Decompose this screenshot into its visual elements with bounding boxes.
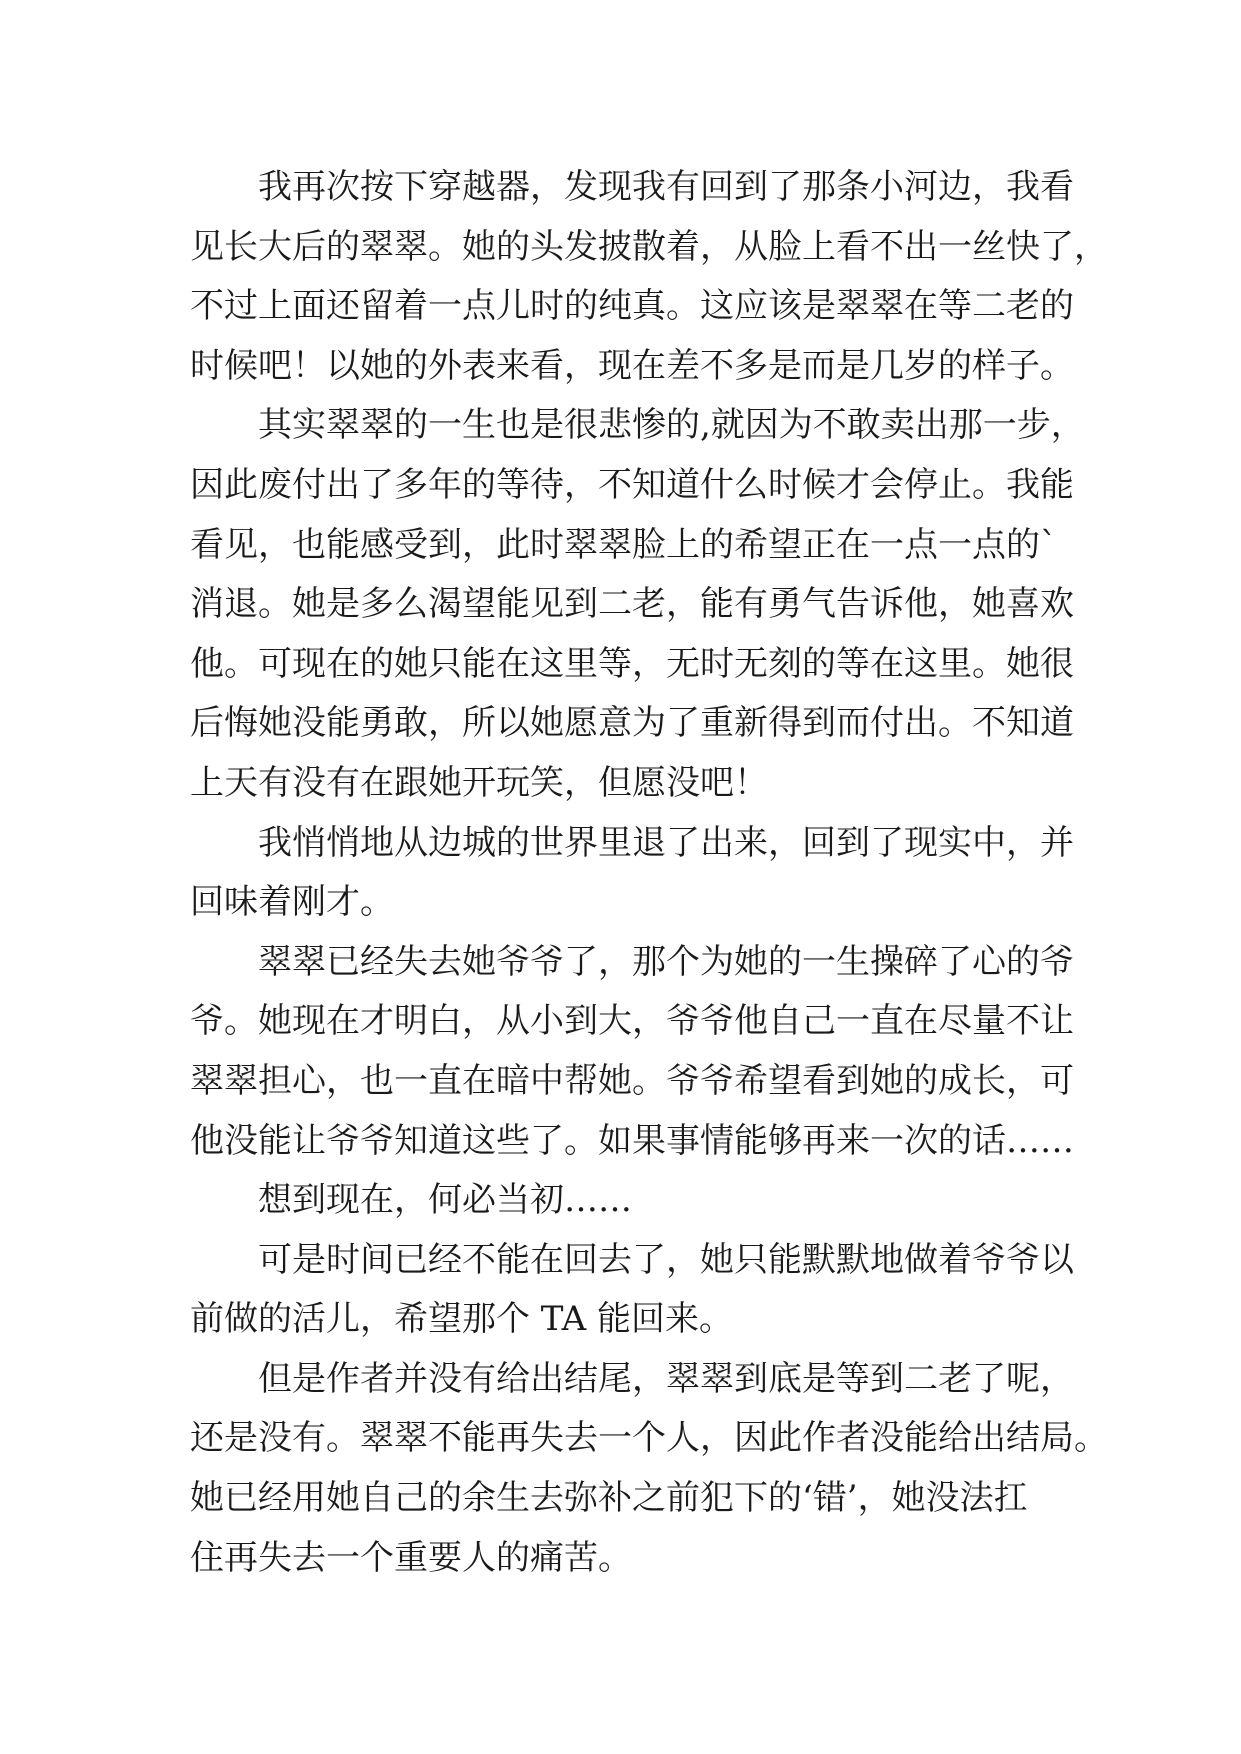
text-line: 因此废付出了多年的等待，不知道什么时候才会停止。我能 (190, 464, 1074, 505)
text-line: 消退。她是多么渴望能见到二老，能有勇气告诉他，她喜欢 (190, 584, 1074, 625)
text-line: 回味着刚才。 (190, 882, 394, 923)
paragraph (190, 158, 1108, 396)
text-line: 时候吧！以她的外表来看，现在差不多是而是几岁的样子。 (190, 345, 1074, 386)
text-line: 见长大后的翠翠。她的头发披散着，从脸上看不出一丝快了， (190, 226, 1108, 267)
paragraph (190, 814, 1074, 933)
text-line: 但是作者并没有给出结尾，翠翠到底是等到二老了呢， (258, 1358, 1074, 1399)
document-body (190, 158, 1108, 1588)
paragraph (190, 933, 1074, 1171)
text-line: 可是时间已经不能在回去了，她只能默默地做着爷爷以 (258, 1239, 1074, 1280)
text-line: 翠翠担心，也一直在暗中帮她。爷爷希望看到她的成长，可 (190, 1060, 1074, 1101)
text-line: 住再失去一个重要人的痛苦。 (190, 1537, 632, 1578)
text-line: 还是没有。翠翠不能再失去一个人，因此作者没能给出结局。 (190, 1418, 1108, 1459)
paragraph (190, 1171, 1070, 1231)
text-line: 他。可现在的她只能在这里等，无时无刻的等在这里。她很 (190, 643, 1074, 684)
text-line: 看见，也能感受到，此时翠翠脸上的希望正在一点一点的` (190, 524, 1057, 565)
text-line: 后悔她没能勇敢，所以她愿意为了重新得到而付出。不知道 (190, 703, 1074, 744)
text-line: 想到现在，何必当初…… (258, 1180, 632, 1221)
text-line: 他没能让爷爷知道这些了。如果事情能够再来一次的话…… (190, 1120, 1074, 1161)
text-line: 其实翠翠的一生也是很悲惨的,就因为不敢卖出那一步， (258, 405, 1085, 446)
text-line: 她已经用她自己的余生去弥补之前犯下的‘错’，她没法扛 (190, 1478, 1028, 1519)
text-line: 上天有没有在跟她开玩笑，但愿没吧！ (190, 762, 768, 803)
text-line: 我再次按下穿越器，发现我有回到了那条小河边，我看 (258, 167, 1074, 207)
text-line: 爷。她现在才明白，从小到大，爷爷他自己一直在尽量不让 (190, 1001, 1074, 1042)
paragraph (190, 396, 1085, 813)
text-line: 我悄悄地从边城的世界里退了出来，回到了现实中，并 (258, 822, 1074, 863)
text-line: 前做的活儿，希望那个 TA 能回来。 (190, 1299, 733, 1340)
paragraph (190, 1231, 1074, 1350)
paragraph (190, 1350, 1108, 1588)
text-line: 翠翠已经失去她爷爷了，那个为她的一生操碎了心的爷 (258, 941, 1074, 982)
text-line: 不过上面还留着一点儿时的纯真。这应该是翠翠在等二老的 (190, 286, 1074, 327)
